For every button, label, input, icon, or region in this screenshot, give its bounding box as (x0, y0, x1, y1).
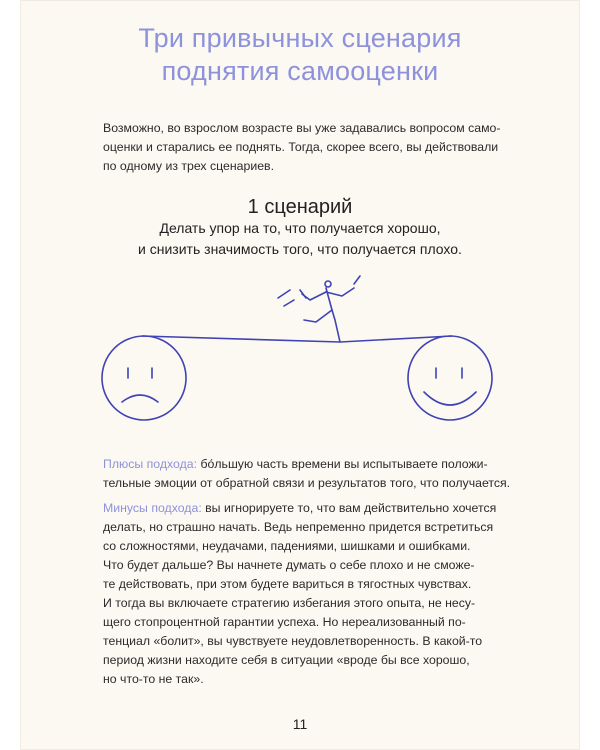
page-title-line-1: Три привычных сценария (138, 23, 462, 53)
cons-line: со сложностями, неудачами, падениями, шишками и ошибками. (103, 539, 471, 553)
cons-line-1 (103, 499, 513, 518)
scenario-heading: 1 сценарий (247, 196, 353, 218)
pros-label: Плюсы подхода: (103, 457, 198, 471)
cons-line: тенциал «болит», вы чувствуете неудовлетворенность. В какой-то (103, 634, 483, 648)
intro-line: по одному из трех сценариев. (103, 159, 274, 173)
intro-paragraph (103, 119, 513, 176)
pros-line-1 (103, 455, 513, 474)
pros-paragraph (103, 455, 513, 493)
cons-line: но что-то не так». (103, 672, 204, 686)
pros-line-2: тельные эмоции от обратной связи и результатов того, что получается. (103, 476, 511, 490)
cons-line: Что будет дальше? Вы начнете думать о себе плохо и не сможе- (103, 558, 475, 572)
happy-face-icon (408, 336, 492, 420)
cons-line: период жизни находите себя в ситуации «вроде бы все хорошо, (103, 653, 470, 667)
scenario-description-line-2: и снизить значимость того, что получается плохо. (138, 241, 462, 257)
page-number: 11 (292, 716, 308, 732)
cons-line: те действовать, при этом будете вариться в тягостных чувствах. (103, 577, 472, 591)
cons-label: Минусы подхода: (103, 501, 202, 515)
book-page (20, 0, 580, 750)
page-title (20, 22, 580, 88)
balance-illustration (20, 270, 580, 450)
cons-line-1-text: вы игнорируете то, что вам действительно хочется (201, 501, 497, 515)
intro-line: оценки и старались ее поднять. Тогда, скорее всего, вы действовали (103, 140, 499, 154)
dancing-figure-icon (278, 276, 360, 342)
cons-line: делать, но страшно начать. Ведь непременно придется встретиться (103, 520, 494, 534)
scenario-description (20, 218, 580, 260)
scenario-description-line-1: Делать упор на то, что получается хорошо, (159, 220, 441, 236)
intro-line: Возможно, во взрослом возрасте вы уже задавались вопросом само- (103, 121, 501, 135)
pros-line-1-text: бо́льшую часть времени вы испытываете положи- (197, 457, 488, 471)
cons-line: щего стопроцентной гарантии успеха. Но нереализованный по- (103, 615, 466, 629)
page-title-line-2: поднятия самооценки (161, 56, 439, 86)
balance-rope (142, 336, 452, 342)
cons-paragraph (103, 499, 513, 689)
sad-face-icon (102, 336, 186, 420)
cons-line: И тогда вы включаете стратегию избегания этого опыта, не несу- (103, 596, 476, 610)
